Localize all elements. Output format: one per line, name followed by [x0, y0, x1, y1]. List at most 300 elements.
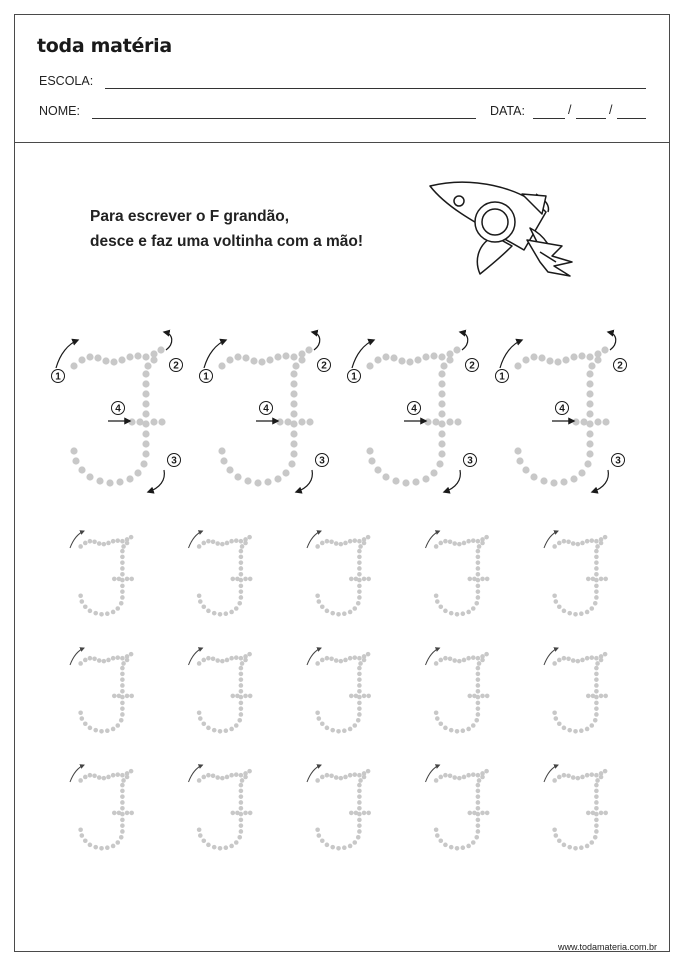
trace-dot [557, 658, 562, 663]
trace-dot [562, 609, 567, 614]
trace-dot [593, 718, 598, 723]
trace-dot [125, 658, 130, 663]
trace-dot [366, 769, 371, 774]
trace-dot [78, 710, 83, 715]
trace-dot [357, 666, 362, 671]
trace-dot [476, 549, 481, 554]
trace-dot [466, 539, 471, 544]
trace-dot [83, 541, 88, 546]
trace-dot [129, 811, 134, 816]
trace-dot [92, 774, 97, 779]
trace-dot [432, 418, 439, 425]
trace-dot [357, 595, 362, 600]
trace-dot [357, 689, 362, 694]
trace-dot [120, 539, 125, 544]
trace-dot [594, 683, 599, 688]
trace-dot [158, 418, 165, 425]
trace-dot [435, 833, 440, 838]
trace-dot [594, 806, 599, 811]
trace-dot [306, 418, 313, 425]
trace-dot [325, 656, 330, 661]
practice-letter [70, 648, 134, 734]
trace-dot [120, 595, 125, 600]
school-label: ESCOLA: [39, 74, 94, 88]
trace-dot [562, 356, 569, 363]
stroke-order-number: 2 [321, 360, 327, 372]
practice-letter [426, 765, 490, 851]
trace-dot [472, 811, 477, 816]
trace-dot [115, 772, 120, 777]
trace-dot [594, 572, 599, 577]
trace-dot [239, 818, 244, 823]
trace-dot [239, 689, 244, 694]
stroke-order-number: 1 [203, 371, 209, 383]
trace-dot [540, 477, 547, 484]
trace-dot [594, 539, 599, 544]
trace-dot [476, 672, 481, 677]
trace-dot [234, 840, 239, 845]
trace-dot [602, 418, 609, 425]
trace-dot [93, 611, 98, 616]
trace-dot [239, 794, 244, 799]
trace-dot [352, 772, 357, 777]
trace-dot [94, 354, 101, 361]
trace-dot [343, 658, 348, 663]
trace-dot [305, 346, 312, 353]
trace-dot [476, 572, 481, 577]
trace-dot [234, 473, 241, 480]
trace-dot [320, 838, 325, 843]
trace-dot [80, 716, 85, 721]
trace-dot [522, 466, 529, 473]
trace-dot [239, 584, 244, 589]
stroke-order-badge [496, 370, 509, 383]
trace-dot [78, 827, 83, 832]
trace-dot [572, 418, 579, 425]
trace-dot [224, 728, 229, 733]
trace-dot [585, 539, 590, 544]
trace-dot [240, 661, 245, 666]
trace-dot [480, 541, 485, 546]
trace-dot [573, 612, 578, 617]
trace-dot [220, 542, 225, 547]
trace-dot [105, 611, 110, 616]
trace-dot [476, 823, 481, 828]
trace-dot [239, 549, 244, 554]
trace-dot [142, 450, 149, 457]
trace-dot [594, 789, 599, 794]
trace-dot [78, 778, 83, 783]
practice-letter [307, 531, 371, 617]
trace-dot [239, 783, 244, 788]
trace-dot [212, 611, 217, 616]
trace-dot [348, 539, 353, 544]
trace-dot [514, 362, 521, 369]
trace-dot [330, 845, 335, 850]
stroke-order-badge [408, 402, 421, 415]
stroke-order-badge [464, 454, 477, 467]
trace-dot [343, 541, 348, 546]
practice-letter [70, 765, 134, 851]
trace-dot [476, 689, 481, 694]
trace-dot [112, 577, 117, 582]
trace-dot [339, 542, 344, 547]
trace-dot [78, 593, 83, 598]
practice-letter [544, 531, 608, 617]
trace-dot [330, 611, 335, 616]
trace-dot [115, 655, 120, 660]
trace-dot [594, 584, 599, 589]
trace-dot [357, 701, 362, 706]
trace-dot [462, 775, 467, 780]
trace-dot [292, 362, 299, 369]
trace-dot [472, 577, 477, 582]
trace-dot [476, 712, 481, 717]
trace-dot [120, 800, 125, 805]
trace-dot [352, 538, 357, 543]
trace-dot [554, 358, 561, 365]
trace-dot [197, 544, 202, 549]
trace-dot [476, 701, 481, 706]
trace-dot [342, 845, 347, 850]
trace-dot [239, 555, 244, 560]
trace-dot [239, 656, 244, 661]
trace-dot [457, 776, 462, 781]
trace-dot [78, 466, 85, 473]
trace-dot [430, 469, 437, 476]
trace-dot [348, 844, 353, 849]
practice-letters [70, 531, 608, 851]
trace-dot [354, 694, 359, 699]
trace-dot [119, 718, 124, 723]
trace-dot [586, 430, 593, 437]
trace-dot [554, 833, 559, 838]
practice-letter [189, 648, 253, 734]
trace-dot [215, 541, 220, 546]
trace-dot [435, 716, 440, 721]
trace-dot [467, 694, 472, 699]
trace-dot [239, 677, 244, 682]
trace-dot [485, 694, 490, 699]
trace-dot [229, 773, 234, 778]
trace-dot [198, 833, 203, 838]
trace-dot [357, 818, 362, 823]
trace-dot [594, 706, 599, 711]
trace-dot [438, 353, 445, 360]
trace-dot [111, 773, 116, 778]
trace-dot [120, 806, 125, 811]
trace-dot [112, 694, 117, 699]
trace-dot [594, 656, 599, 661]
trace-dot [92, 657, 97, 662]
trace-dot [239, 572, 244, 577]
trace-dot [585, 773, 590, 778]
stroke-arrow [444, 470, 460, 492]
trace-dot [92, 540, 97, 545]
trace-dot [334, 658, 339, 663]
stroke-arrow [460, 332, 468, 350]
trace-dot [242, 354, 249, 361]
trace-dot [102, 357, 109, 364]
trace-dot [593, 835, 598, 840]
trace-dot [329, 540, 334, 545]
trace-dot [538, 354, 545, 361]
trace-dot [580, 418, 587, 425]
trace-dot [83, 838, 88, 843]
trace-dot [229, 610, 234, 615]
trace-dot [476, 806, 481, 811]
trace-dot [348, 610, 353, 615]
trace-dot [586, 694, 591, 699]
name-label: NOME: [39, 104, 80, 118]
trace-dot [99, 612, 104, 617]
trace-dot [594, 794, 599, 799]
trace-dot [230, 694, 235, 699]
stroke-arrow [296, 470, 312, 492]
trace-dot [466, 844, 471, 849]
trace-dot [247, 769, 252, 774]
trace-dot [438, 410, 445, 417]
trace-dot [476, 683, 481, 688]
trace-dot [352, 655, 357, 660]
trace-dot [93, 845, 98, 850]
trace-dot [352, 840, 357, 845]
trace-dot [603, 652, 608, 657]
trace-dot [480, 577, 485, 582]
trace-dot [218, 729, 223, 734]
trace-dot [352, 723, 357, 728]
trace-dot [258, 358, 265, 365]
trace-dot [237, 718, 242, 723]
trace-dot [78, 661, 83, 666]
trace-dot [552, 710, 557, 715]
trace-dot [248, 577, 253, 582]
footer-url: www.todamateria.com.br [557, 942, 657, 952]
trace-dot [298, 418, 305, 425]
stroke-order-number: 2 [617, 360, 623, 372]
trace-dot [134, 352, 141, 359]
trace-dot [120, 589, 125, 594]
trace-dot [320, 658, 325, 663]
trace-dot [97, 658, 102, 663]
trace-dot [248, 811, 253, 816]
trace-dot [443, 609, 448, 614]
trace-dot [580, 658, 585, 663]
trace-dot [570, 353, 577, 360]
trace-dot [466, 727, 471, 732]
trace-dot [234, 723, 239, 728]
trace-dot [206, 843, 211, 848]
trace-dot [455, 729, 460, 734]
practice-letter [189, 531, 253, 617]
trace-dot [142, 400, 149, 407]
trace-dot [438, 450, 445, 457]
trace-dot [452, 775, 457, 780]
trace-dot [284, 418, 291, 425]
trace-dot [586, 370, 593, 377]
trace-dot [336, 729, 341, 734]
trace-dot [422, 475, 429, 482]
trace-dot [354, 811, 359, 816]
trace-dot [530, 473, 537, 480]
trace-dot [80, 833, 85, 838]
trace-dot [562, 773, 567, 778]
trace-dot [471, 840, 476, 845]
trace-dot [591, 694, 596, 699]
trace-dot [239, 595, 244, 600]
trace-dot [476, 789, 481, 794]
trace-dot [594, 672, 599, 677]
trace-dot [349, 694, 354, 699]
trace-dot [443, 539, 448, 544]
trace-dot [86, 473, 93, 480]
date-label: DATA: [490, 104, 525, 118]
trace-dot [239, 773, 244, 778]
trace-dot [93, 728, 98, 733]
stroke-order-number: 3 [615, 455, 621, 467]
trace-dot [239, 706, 244, 711]
trace-dot [567, 845, 572, 850]
trace-dot [594, 823, 599, 828]
trace-dot [247, 652, 252, 657]
trace-dot [434, 661, 439, 666]
stroke-order-badge [260, 402, 273, 415]
trace-dot [342, 728, 347, 733]
trace-dot [357, 773, 362, 778]
trace-dot [120, 560, 125, 565]
trace-dot [449, 728, 454, 733]
trace-dot [102, 542, 107, 547]
trace-dot [477, 544, 482, 549]
trace-dot [239, 701, 244, 706]
trace-dot [315, 778, 320, 783]
trace-dot [229, 656, 234, 661]
trace-dot [325, 609, 330, 614]
guided-letter [496, 332, 627, 492]
trace-dot [576, 776, 581, 781]
trace-dot [599, 577, 604, 582]
trace-dot [120, 566, 125, 571]
trace-dot [120, 683, 125, 688]
trace-dot [111, 656, 116, 661]
trace-dot [218, 447, 225, 454]
trace-dot [467, 811, 472, 816]
trace-dot [282, 352, 289, 359]
trace-dot [239, 789, 244, 794]
trace-dot [201, 658, 206, 663]
trace-dot [594, 689, 599, 694]
trace-dot [201, 721, 206, 726]
trace-dot [234, 772, 239, 777]
trace-dot [211, 540, 216, 545]
trace-dot [348, 656, 353, 661]
trace-dot [290, 370, 297, 377]
trace-dot [239, 683, 244, 688]
trace-dot [235, 577, 240, 582]
trace-dot [374, 356, 381, 363]
trace-dot [448, 540, 453, 545]
trace-dot [476, 539, 481, 544]
trace-dot [522, 356, 529, 363]
trace-dot [102, 659, 107, 664]
trace-dot [368, 457, 375, 464]
guided-letter [348, 332, 479, 492]
trace-dot [83, 775, 88, 780]
trace-dot [591, 577, 596, 582]
trace-dot [320, 775, 325, 780]
trace-dot [111, 844, 116, 849]
trace-dot [573, 846, 578, 851]
trace-dot [97, 541, 102, 546]
trace-dot [476, 829, 481, 834]
trace-dot [476, 555, 481, 560]
stroke-order-badge [200, 370, 213, 383]
trace-dot [229, 844, 234, 849]
trace-dot [99, 729, 104, 734]
trace-dot [120, 794, 125, 799]
trace-dot [554, 599, 559, 604]
trace-dot [244, 477, 251, 484]
practice-letter [307, 765, 371, 851]
trace-dot [414, 356, 421, 363]
trace-dot [366, 447, 373, 454]
trace-dot [225, 775, 230, 780]
trace-dot [594, 829, 599, 834]
trace-dot [579, 728, 584, 733]
trace-dot [129, 535, 134, 540]
trace-dot [106, 479, 113, 486]
trace-dot [225, 658, 230, 663]
trace-dot [349, 811, 354, 816]
trace-dot [356, 835, 361, 840]
trace-dot [406, 358, 413, 365]
trace-dot [586, 410, 593, 417]
trace-dot [70, 447, 77, 454]
trace-dot [248, 694, 253, 699]
trace-dot [588, 362, 595, 369]
trace-dot [288, 460, 295, 467]
trace-dot [457, 542, 462, 547]
trace-dot [594, 783, 599, 788]
trace-dot [234, 606, 239, 611]
trace-dot [557, 604, 562, 609]
trace-dot [117, 811, 122, 816]
trace-dot [438, 775, 443, 780]
trace-dot [120, 783, 125, 788]
trace-dot [234, 538, 239, 543]
trace-dot [557, 721, 562, 726]
trace-dot [440, 362, 447, 369]
trace-dot [99, 846, 104, 851]
trace-dot [476, 566, 481, 571]
stroke-order-number: 2 [469, 360, 475, 372]
trace-dot [88, 539, 93, 544]
trace-dot [250, 357, 257, 364]
trace-dot [586, 450, 593, 457]
trace-dot [201, 838, 206, 843]
instruction-line-1: Para escrever o F grandão, [90, 208, 290, 225]
trace-dot [120, 656, 125, 661]
stroke-arrow [608, 332, 616, 350]
trace-dot [485, 811, 490, 816]
trace-dot [476, 706, 481, 711]
trace-dot [120, 555, 125, 560]
trace-dot [438, 370, 445, 377]
trace-dot [466, 610, 471, 615]
trace-dot [240, 544, 245, 549]
trace-dot [111, 727, 116, 732]
trace-dot [362, 775, 367, 780]
